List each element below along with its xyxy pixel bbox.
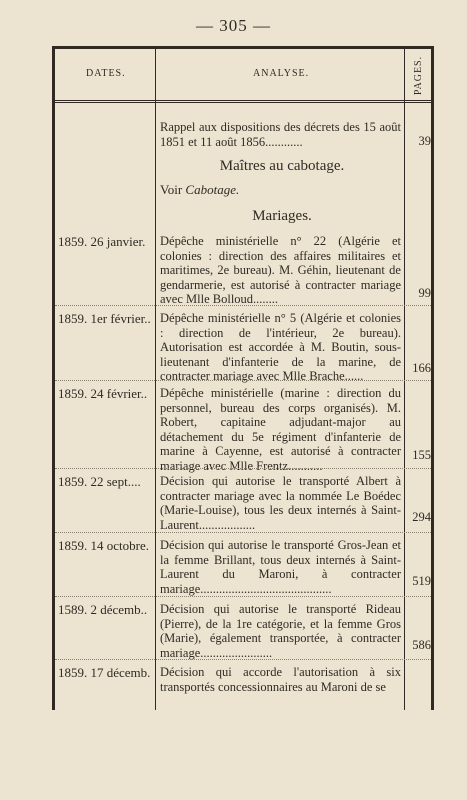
row-divider [55,305,431,306]
intro-text: Rappel aux dispositions des décrets des 15 août 1851 et 11 août 1856............ [160,120,401,149]
see-also-label: Voir [160,182,183,197]
entry-text: Décision qui autorise le transporté Albert à contracter mariage avec la nommée Le Boédec (Marie-Louise), tous les deux internés à Saint-Laurent.................. [160,474,401,532]
entry-text: Dépêche ministérielle n° 22 (Algérie et colonies : direction des affaires militaires et maritimes, 2e bureau). M. Géhin, lieutenant de gendarmerie, est autorisé à contracter mariage avec Mlle Bolloud........ [160,234,401,307]
header-pages-label: PAGES. [413,55,425,95]
see-also [160,182,239,198]
entry-text: Dépêche ministérielle n° 5 (Algérie et colonies : direction de l'intérieur, 2e bureau). Autorisation est accordée à M. Boutin, sous-lieutenant d'infanterie de la marine, de contracter mariage avec Mlle Brache...... [160,311,401,384]
row-divider [55,380,431,381]
header-analyse: ANALYSE. [253,68,310,79]
see-also-ref: Cabotage. [185,182,240,197]
row-divider [55,596,431,597]
entry-date: 1859. 22 sept.... [58,474,141,489]
section-title-mariages: Mariages. [252,208,312,224]
page-number: — 305 — [196,16,271,35]
entry-text: Décision qui autorise le transporté Gros-Jean et la femme Brillant, tous deux internés à Saint-Laurent du Maroni, à contracter mariage.......................................... [160,538,401,596]
entry-page: 586 [412,638,431,652]
entry-date: 1859. 26 janvier. [58,234,146,249]
entry-date: 1859. 14 octobre. [58,538,149,553]
row-divider [55,468,431,469]
entry-date: 1859. 1er février.. [58,311,151,326]
entry-text: Décision qui accorde l'autorisation à six transportés concessionnaires au Maroni de se [160,665,401,694]
intro-page: 39 [418,134,431,148]
entry-page: 99 [418,286,431,300]
row-divider [55,532,431,533]
entry-page: 155 [412,448,431,462]
header-pages [404,52,434,98]
entry-date: 1859. 24 février.. [58,386,148,401]
header-dates: DATES. [86,68,126,79]
header-rule [52,100,434,103]
entry-page: 294 [412,510,431,524]
entry-page: 166 [412,361,431,375]
entry-date: 1859. 17 décemb. [58,665,151,680]
section-title-maitres: Maîtres au cabotage. [219,158,345,174]
entry-page: 519 [412,574,431,588]
entry-date: 1589. 2 décemb.. [58,602,148,617]
entry-text: Décision qui autorise le transporté Rideau (Pierre), de la 1re catégorie, et la femme Gros (Marie), également transportée, à contracter mariage....................... [160,602,401,660]
entry-text: Dépêche ministérielle (marine : direction du personnel, bureau des corps organisés). M. Robert, capitaine adjudant-major au détachement du 5e régiment d'infanterie de marine à Cayenne, est autorisé à contracter mariage avec Mlle Frentz........... [160,386,401,473]
row-divider [55,659,431,660]
column-divider-dates [155,46,156,710]
